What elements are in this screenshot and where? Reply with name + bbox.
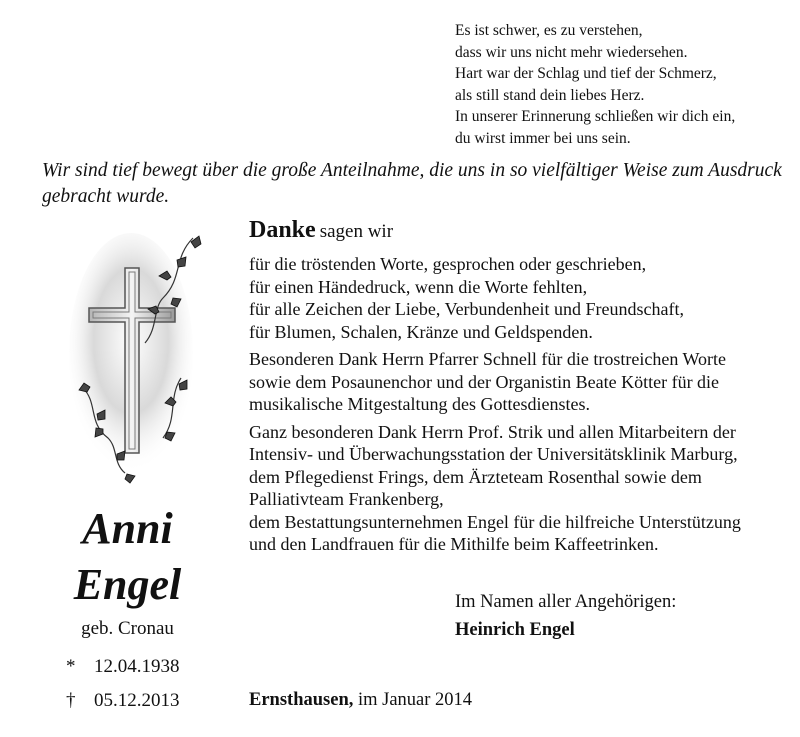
signature-intro: Im Namen aller Angehörigen:: [455, 592, 677, 612]
birth-date: 12.04.1938: [94, 656, 180, 677]
poem-line: In unserer Erinnerung schließen wir dich ein,: [455, 108, 736, 125]
death-cross-icon: †: [66, 690, 76, 711]
deceased-last-name: Engel: [73, 560, 182, 609]
place-date: im Januar 2014: [357, 690, 473, 710]
poem-line: Hart war der Schlag und tief der Schmerz,: [455, 65, 717, 82]
birth-date-line: [66, 656, 180, 678]
thanks-line: Ganz besonderen Dank Herrn Prof. Strik und allen Mitarbeitern der: [249, 421, 736, 442]
thanks-heading-rest: sagen wir: [319, 221, 394, 242]
place-and-date: [249, 690, 472, 711]
deceased-first-name: Anni: [82, 504, 173, 553]
thanks-line: für Blumen, Schalen, Kränze und Geldspenden.: [249, 321, 593, 342]
poem-line: du wirst immer bei uns sein.: [455, 129, 631, 147]
poem: [455, 20, 735, 149]
poem-line: als still stand dein liebes Herz.: [455, 86, 645, 104]
cross-with-ivy-icon: [63, 228, 213, 490]
thanks-line: Palliativteam Frankenberg,: [249, 489, 444, 509]
thanks-line: für alle Zeichen der Liebe, Verbundenheit und Freundschaft,: [249, 299, 685, 319]
death-date: 05.12.2013: [94, 690, 180, 711]
signature-name: Heinrich Engel: [455, 620, 575, 640]
thanks-line: sowie dem Posaunenchor und der Organistin Beate Kötter für die: [249, 371, 720, 392]
birth-name: geb. Cronau: [81, 618, 174, 639]
thanks-paragraph-2: [249, 348, 789, 416]
poem-line: dass wir uns nicht mehr wiedersehen.: [455, 43, 688, 61]
birth-star-icon: *: [66, 656, 76, 677]
thanks-line: Besonderen Dank Herrn Pfarrer Schnell für die trostreichen Worte: [249, 349, 727, 369]
thanks-heading: [249, 217, 393, 244]
thanks-paragraph-3: [249, 421, 789, 556]
place-town: Ernsthausen,: [249, 690, 354, 710]
intro-text: Wir sind tief bewegt über die große Anteilnahme, die uns in so vielfältiger Weise zum Ausdruck gebracht wurde.: [42, 160, 782, 207]
thanks-line: dem Pflegedienst Frings, dem Ärzteteam Rosenthal sowie dem: [249, 466, 702, 487]
thanks-line: für einen Händedruck, wenn die Worte fehlten,: [249, 276, 588, 297]
thanks-paragraph-1: [249, 253, 789, 343]
death-date-line: [66, 690, 180, 712]
poem-line: Es ist schwer, es zu verstehen,: [455, 22, 643, 39]
thanks-line: und den Landfrauen für die Mithilfe beim Kaffeetrinken.: [249, 534, 659, 554]
thanks-line: dem Bestattungsunternehmen Engel für die hilfreiche Unterstützung: [249, 511, 741, 532]
thanks-body: [249, 253, 789, 561]
thanks-heading-word: Danke: [249, 217, 316, 243]
thanks-line: für die tröstenden Worte, gesprochen oder geschrieben,: [249, 254, 647, 274]
thanks-line: Intensiv- und Überwachungsstation der Universitätsklinik Marburg,: [249, 444, 738, 464]
thanks-line: musikalische Mitgestaltung des Gottesdienstes.: [249, 394, 590, 414]
